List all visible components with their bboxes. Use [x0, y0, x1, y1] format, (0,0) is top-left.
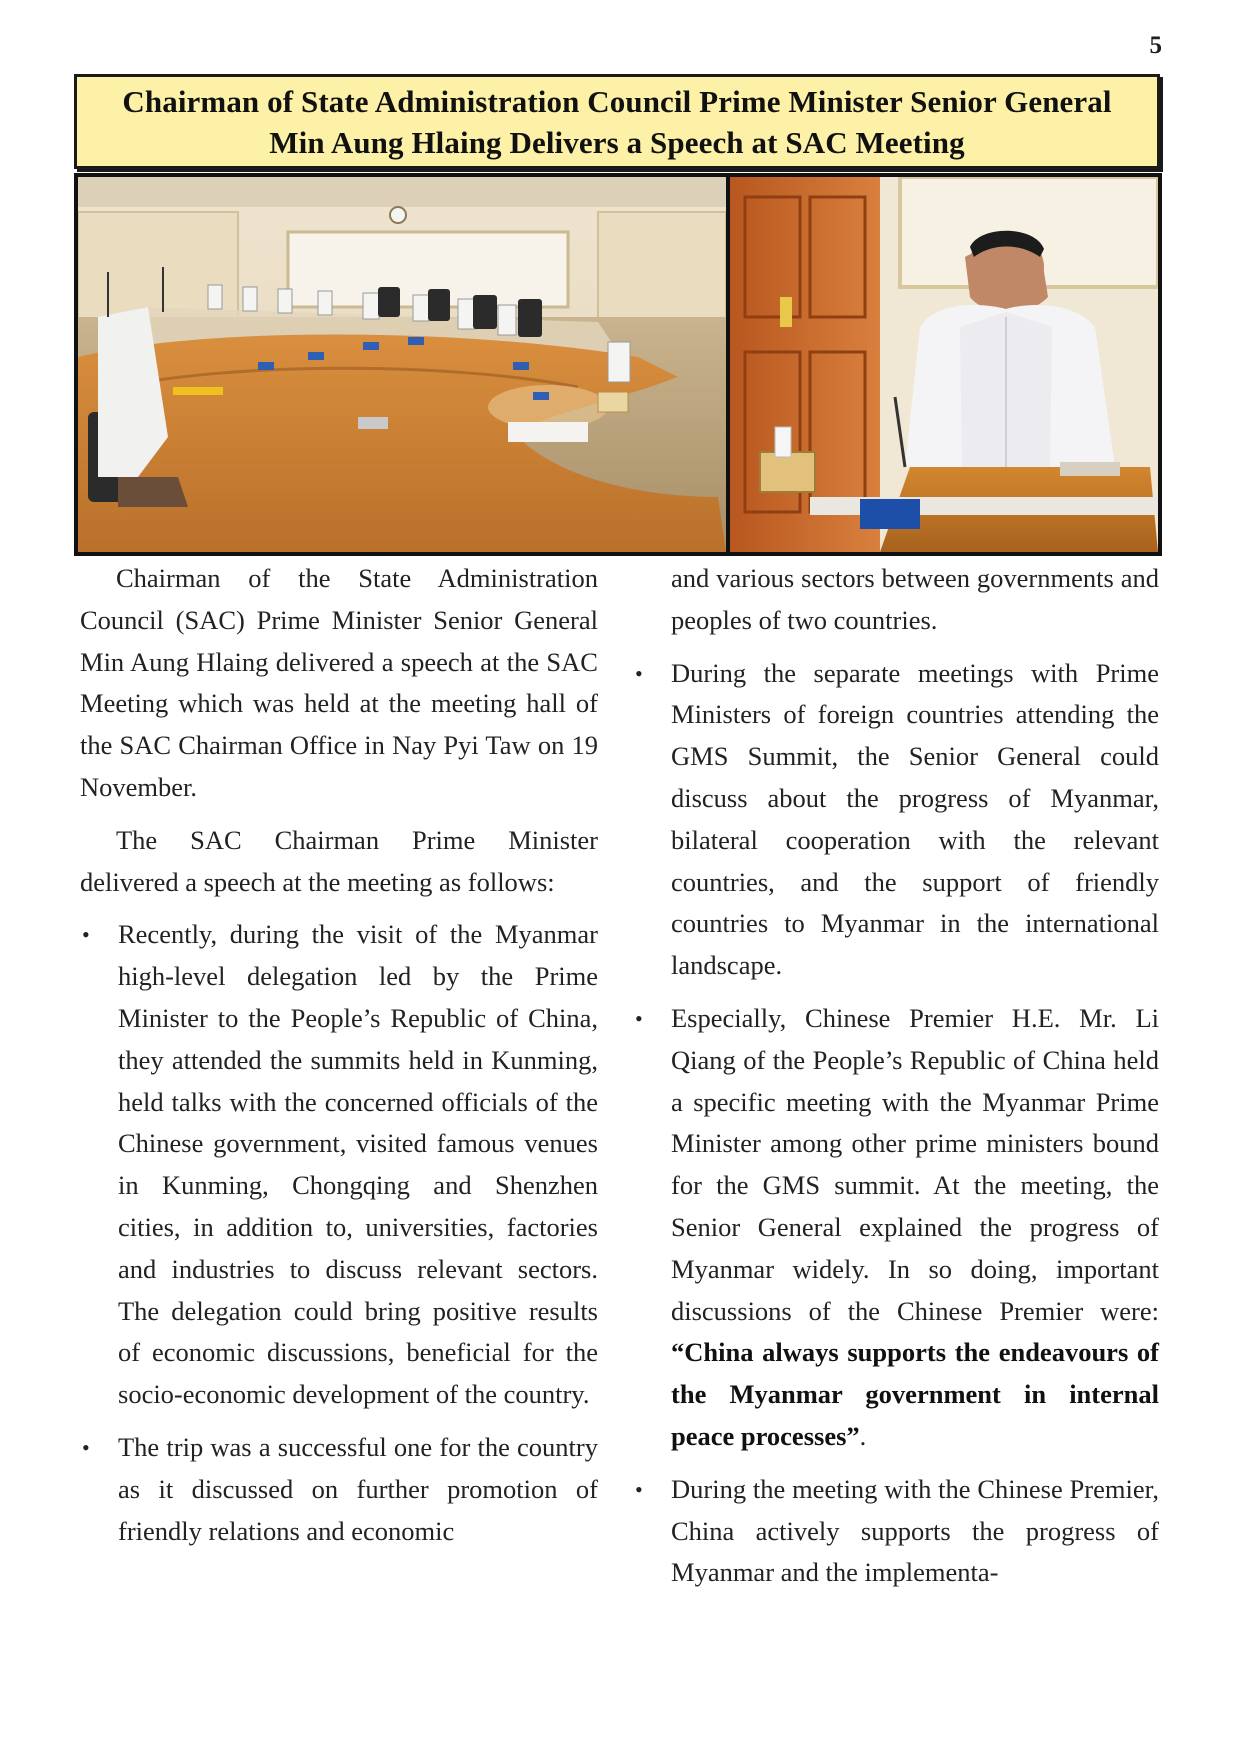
page-number: 5 [1149, 32, 1162, 59]
continuation-paragraph: and various sectors between governments and peoples of two countries. [671, 563, 1159, 635]
meeting-hall-photo [78, 177, 726, 552]
bullet-icon: • [82, 1434, 90, 1460]
article-title-box [74, 74, 1160, 169]
list-item [635, 1469, 1159, 1594]
list-item [635, 653, 1159, 987]
bullet-text: During the separate meetings with Prime Ministers of foreign countries attending the GMS Summit, the Senior General could discuss about the progress of Myanmar, bilateral cooperation with the relevant countries, and the support of friendly countries to Myanmar in the international landscape. [671, 657, 1159, 981]
speaker-photo [730, 177, 1158, 552]
premier-quote: “China always supports the endeavours of the Myanmar government in internal peace processes” [671, 1337, 1159, 1451]
article-title-line2: Min Aung Hlaing Delivers a Speech at SAC Meeting [269, 124, 965, 160]
bullet-icon: • [635, 1005, 643, 1031]
speech-intro-paragraph: The SAC Chairman Prime Minister delivered a speech at the meeting as follows: [80, 824, 598, 897]
article-title-line1: Chairman of State Administration Council Prime Minister Senior General [122, 83, 1112, 119]
bullet-text-end: . [859, 1420, 867, 1451]
article-title [122, 81, 1111, 163]
bullet-text [671, 1003, 1159, 1451]
bullet-icon: • [82, 922, 90, 948]
list-item [635, 998, 1159, 1458]
bullet-text-main: Especially, Chinese Premier H.E. Mr. Li Qiang of the People’s Republic of China held a specific meeting with the Myanmar Prime Minister among other prime ministers bound for the GMS summit. At the meeting, the Senior General explained the progress of Myanmar widely. In so doing, important discussions of the Chinese Premier were: [671, 1002, 1159, 1326]
bullet-icon: • [635, 660, 643, 686]
speech-points-right [635, 653, 1159, 1595]
bullet-text: Recently, during the visit of the Myanmar high-level delegation led by the Prime Minister to the People’s Republic of China, they attended the summits held in Kunming, held talks with the concerned officials of the Chinese government, visited famous venues in Kunming, Chongqing and Shenzhen cities, in addition to, universities, factories and industries to discuss relevant sectors. The delegation could bring positive results of economic discussions, beneficial for the socio-economic development of the country. [118, 919, 598, 1410]
bullet-text: During the meeting with the Chinese Premier, China actively supports the progress of Myanmar and the implementa- [671, 1473, 1159, 1588]
list-item [80, 1427, 598, 1552]
right-column [635, 558, 1159, 1605]
list-item [80, 914, 598, 1416]
speech-points-left [80, 914, 598, 1552]
intro-paragraph: Chairman of the State Administration Council (SAC) Prime Minister Senior General Min Aung Hlaing delivered a speech at the SAC Meeting which was held at the meeting hall of the SAC Chairman Office in Nay Pyi Taw on 19 November. [80, 563, 598, 802]
photo-strip [74, 173, 1162, 556]
bullet-icon: • [635, 1476, 643, 1502]
left-column [80, 558, 598, 1563]
bullet-text: The trip was a successful one for the country as it discussed on further promotion of friendly relations and economic [118, 1431, 598, 1546]
